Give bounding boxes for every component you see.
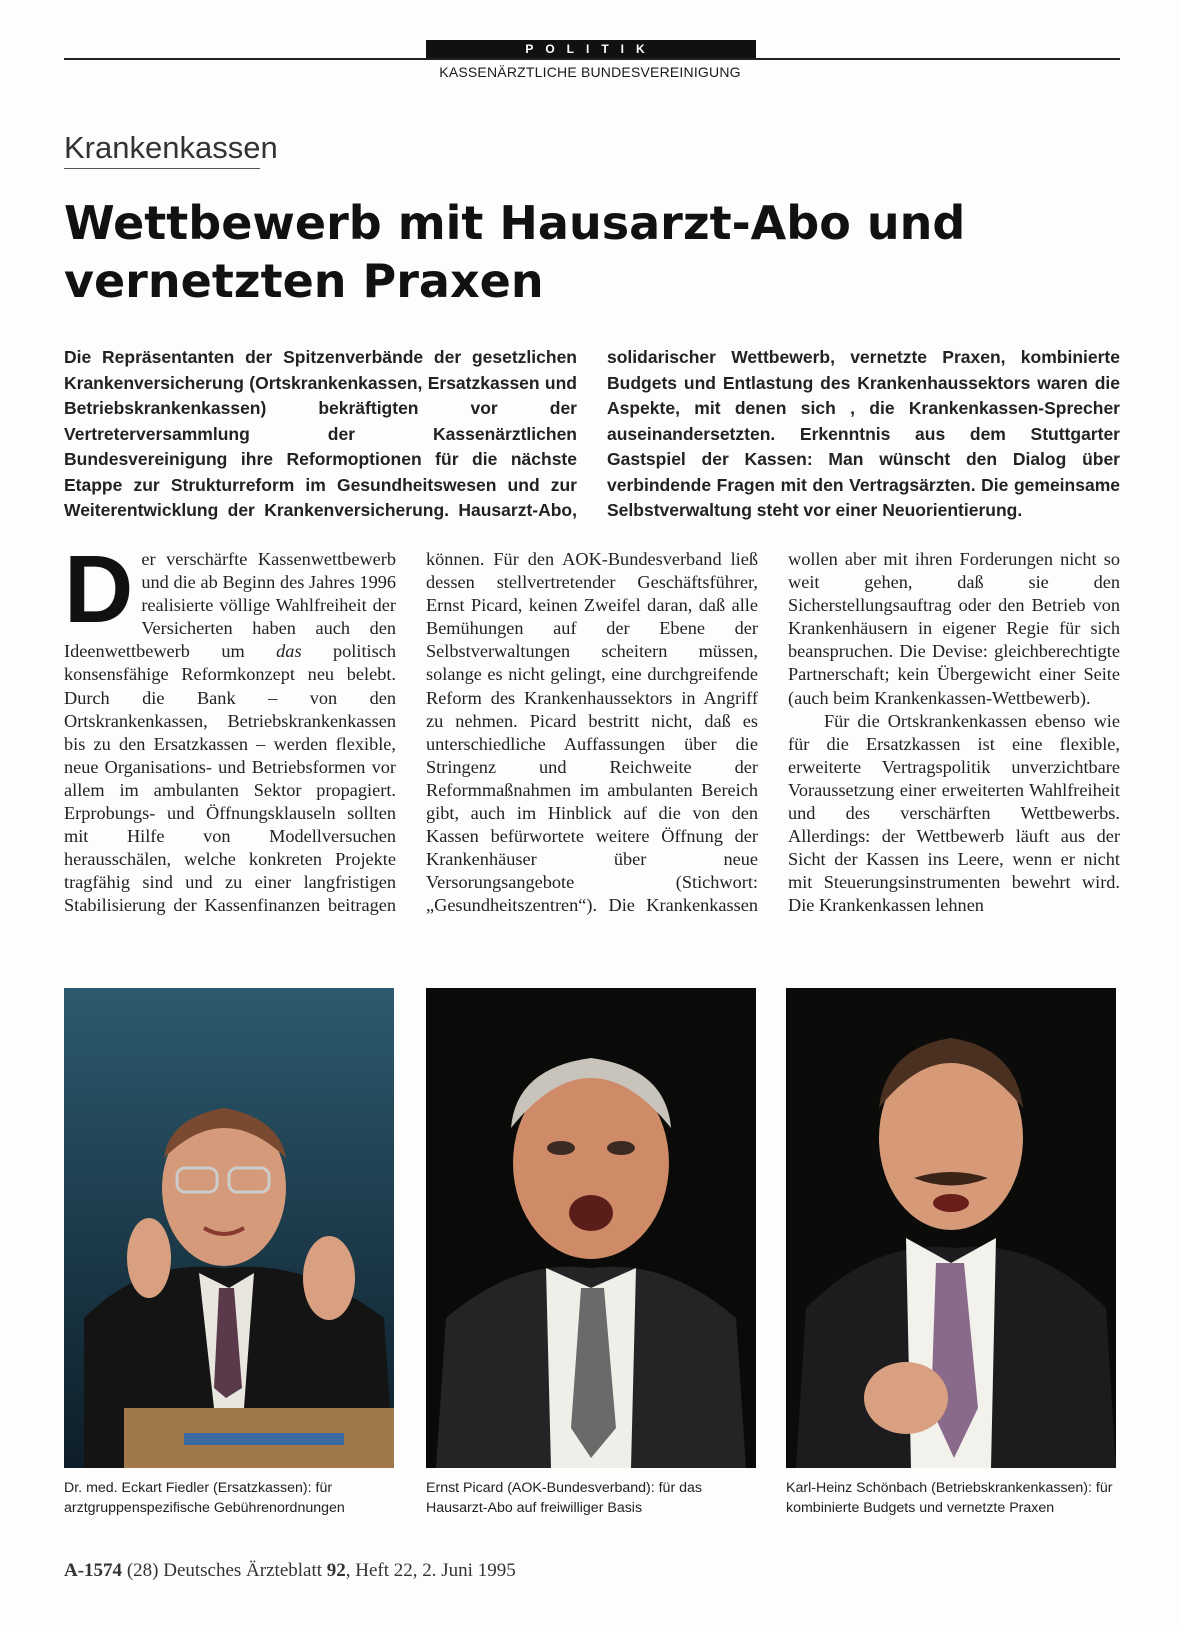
portrait-photo-icon bbox=[64, 988, 394, 1468]
portrait-photo-icon bbox=[786, 988, 1116, 1468]
photo-caption: Ernst Picard (AOK-Bundesverband): für das Hausarzt-Abo auf freiwilliger Basis bbox=[426, 1480, 702, 1516]
article-headline: Wettbewerb mit Hausarzt-Abo und vernetzten Praxen bbox=[64, 196, 966, 308]
header-subtitle: KASSENÄRZTLICHE BUNDESVEREINIGUNG bbox=[439, 64, 741, 80]
photo-schoenbach bbox=[786, 988, 1116, 1468]
article-lead: Die Repräsentanten der Spitzenverbände der gesetzlichen Krankenversicherung (Ortskrankenkassen, Ersatzkassen und Betriebskrankenkassen) bekräftigten vor der Vertreterversammlung der Kassenärztlichen Bundesvereinigung ihre Reformoptionen für die nächste Etappe zur Strukturreform im Gesundheitswesen und zur Weiterentwicklung der Krankenversicherung. Hausarzt-Abo, solidarischer Wettbewerb, vernetzte Praxen, kombinierte Budgets und Entlastung des Krankenhaussektors waren die Aspekte, mit denen sich , die Krankenkassen-Sprecher auseinandersetzten. Erkenntnis aus dem Stuttgarter Gastspiel der Kassen: Man wünscht den Dialog über verbindende Fragen mit den Vertragsärzten. Die gemeinsame Selbstverwaltung steht vor einer Neuorientierung. bbox=[64, 347, 1120, 520]
footer-issue: , Heft 22, 2. Juni 1995 bbox=[345, 1560, 516, 1581]
portrait-photo-icon bbox=[426, 988, 756, 1468]
footer-journal: (28) Deutsches Ärzteblatt bbox=[122, 1560, 327, 1581]
photo-picard bbox=[426, 988, 756, 1468]
body-text-start: er verschärfte Kassenwettbewerb und die ab Beginn des Jahres 1996 realisierte völlige Wahlfreiheit der Versicherten haben auch den Ideenwettbewerb um bbox=[64, 549, 396, 662]
article-kicker: Krankenkassen bbox=[64, 130, 278, 165]
photo-caption: Karl-Heinz Schönbach (Betriebskrankenkassen): für kombinierte Budgets und vernetzte Praxen bbox=[786, 1480, 1113, 1516]
body-paragraph-2: Für die Ortskrankenkassen ebenso wie für die Ersatzkassen ist eine flexible, erweiterte Vertragspolitik unverzichtbare Voraussetzung einer erweiterten Wahlfreiheit und des verschärften Wettbewerbs. Allerdings: der Wettbewerb läuft aus der Sicht der Kassen ins Leere, wenn er nicht mit Steuerungsinstrumenten bewehrt wird. Die Krankenkassen lehnen bbox=[788, 710, 1120, 916]
page-number: A-1574 bbox=[64, 1560, 123, 1581]
footer-volume: 92 bbox=[326, 1560, 346, 1581]
page-footer bbox=[64, 1560, 516, 1582]
article-body bbox=[64, 536, 1120, 918]
dropcap: D bbox=[64, 536, 134, 643]
body-text-rest: politisch konsensfähige Reformkonzept neu belebt. Durch die Bank – von den Ortskrankenkassen, Betriebskrankenkassen bis zu den Ersatzkassen – werden flexible, neue Organisations- und Betriebsformen vor allem im ambulanten Sektor propagiert. Erprobungs- und Öffnungsklauseln sollten mit Hilfe von Modellversuchen herausschälen, welche konkreten Projekte tragfähig sind und zu einer langfristigen Stabilisierung der Kassenfinanzen beitragen können. Für den AOK-Bundesverband ließ dessen stellvertretender Geschäftsführer, Ernst Picard, keinen Zweifel daran, daß alle Bemühungen auf der Ebene der Selbstverwaltungen scheitern müssen, solange es nicht gelingt, eine durchgreifende Reform des Krankenhaussektors in Angriff zu nehmen. Picard bestritt nicht, daß es unterschiedliche Auffassungen über die Stringenz und Reichweite der Reformmaßnahmen im ambulanten Bereich gibt, auch im Hinblick auf die von den Kassen befürwortete weitere Öffnung der Krankenhäuser über neue Versorungsangebote (Stichwort: „Gesundheitszentren“). Die Krankenkassen wollen aber mit ihren Forderungen nicht so weit gehen, daß sie den Sicherstellungsauftrag oder den Betrieb von Krankenhäusern in eigener Regie für sich beanspruchen. Die Devise: gleichberechtigte Partnerschaft; kein Übergewicht einer Seite (auch beim Krankenkassen-Wettbewerb). bbox=[64, 549, 1120, 916]
photo-fiedler bbox=[64, 988, 394, 1468]
section-label: POLITIK bbox=[426, 40, 756, 58]
body-emphasis: das bbox=[276, 641, 302, 662]
photo-caption: Dr. med. Eckart Fiedler (Ersatzkassen): für arztgruppenspezifische Gebührenordnungen bbox=[64, 1480, 345, 1516]
header-rule bbox=[64, 58, 1120, 60]
kicker-underline bbox=[64, 168, 260, 169]
